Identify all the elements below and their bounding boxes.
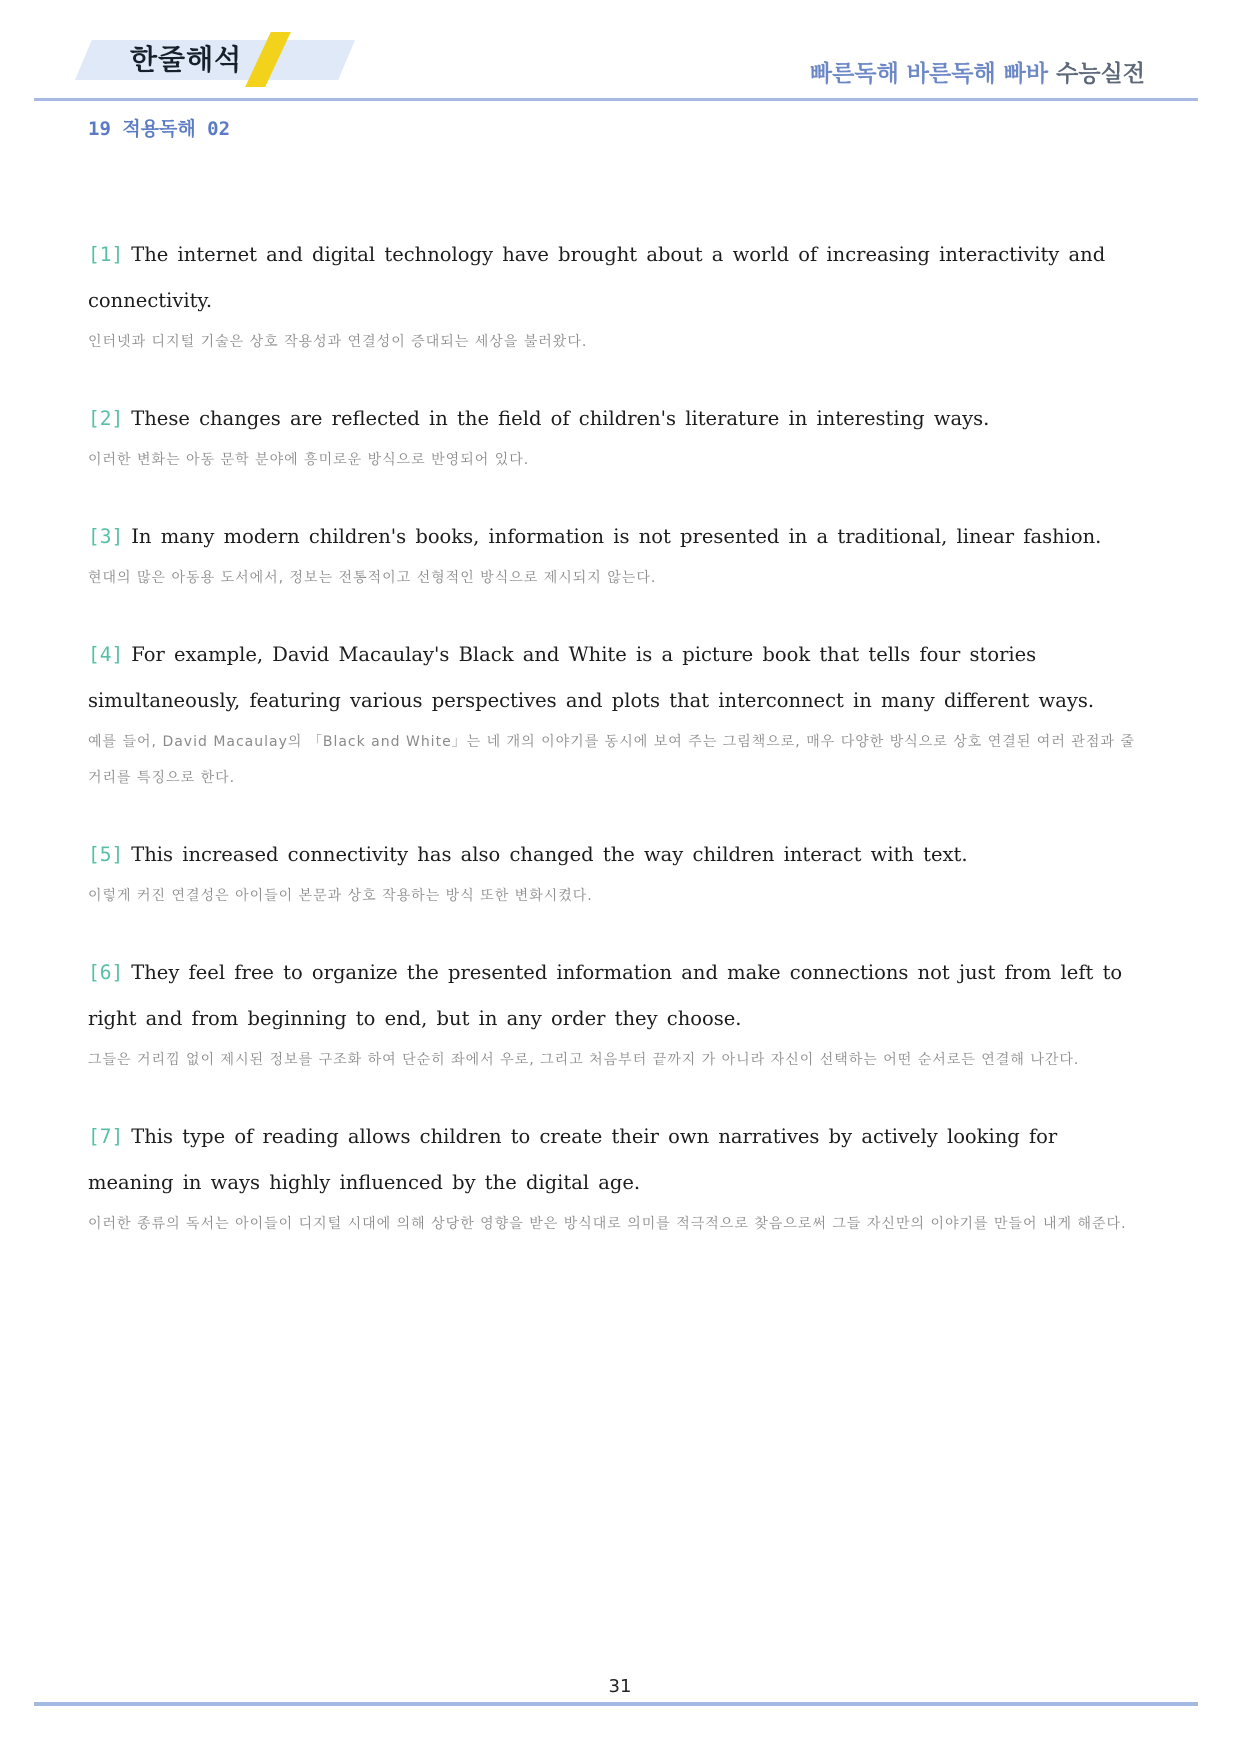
- sentence-item: [88, 1114, 1148, 1242]
- korean-translation: 이렇게 커진 연결성은 아이들이 본문과 상호 작용하는 방식 또한 변화시켰다.: [88, 888, 593, 904]
- page-header: [0, 0, 1240, 110]
- korean-translation: 인터넷과 디지털 기술은 상호 작용성과 연결성이 증대되는 세상을 불러왔다.: [88, 334, 588, 350]
- korean-translation: 예를 들어, David Macaulay의 「Black and White」는 네 개의 이야기를 동시에 보여 주는 그림책으로, 매우 다양한 방식으로 상호 연결된 여러 관점과 줄거리를 특징으로 한다.: [88, 734, 1135, 786]
- english-text: For example, David Macaulay's Black and White is a picture book that tells four stories simultaneously, featuring various perspectives and plots that interconnect in many different ways.: [88, 643, 1095, 712]
- sentence-number: [6]: [88, 961, 124, 984]
- footer-divider: [34, 1702, 1198, 1706]
- page-number: 31: [608, 1676, 632, 1697]
- sentence-number: [3]: [88, 525, 124, 548]
- series-title-main: 빠른독해 바른독해 빠바: [809, 61, 1057, 87]
- english-sentence: [88, 514, 1148, 560]
- sentence-item: [88, 396, 1148, 478]
- sentence-item: [88, 832, 1148, 914]
- english-text: The internet and digital technology have brought about a world of increasing interactivity and connectivity.: [88, 243, 1106, 312]
- sentence-number: [7]: [88, 1125, 124, 1148]
- english-sentence: [88, 632, 1148, 724]
- english-sentence: [88, 832, 1148, 878]
- english-sentence: [88, 232, 1148, 324]
- sentence-number: [5]: [88, 843, 124, 866]
- section-label: 19 적용독해 02: [88, 118, 231, 140]
- series-title: [810, 54, 1145, 94]
- sentence-item: [88, 950, 1148, 1078]
- english-sentence: [88, 1114, 1148, 1206]
- logo-title: 한줄해석: [130, 43, 243, 76]
- sentence-number: [2]: [88, 407, 124, 430]
- korean-translation: 이러한 종류의 독서는 아이들이 디지털 시대에 의해 상당한 영향을 받은 방식대로 의미를 적극적으로 찾음으로써 그들 자신만의 이야기를 만들어 내게 해준다.: [88, 1216, 1127, 1232]
- series-title-sub: 수능실전: [1056, 61, 1145, 87]
- header-divider: [34, 98, 1198, 101]
- sentence-list: [88, 232, 1148, 1242]
- sentence-item: [88, 632, 1148, 796]
- english-text: These changes are reflected in the field of children's literature in interesting ways.: [131, 407, 990, 430]
- korean-translation: 이러한 변화는 아동 문학 분야에 흥미로운 방식으로 반영되어 있다.: [88, 452, 530, 468]
- english-sentence: [88, 396, 1148, 442]
- korean-translation: 현대의 많은 아동용 도서에서, 정보는 전통적이고 선형적인 방식으로 제시되지 않는다.: [88, 570, 657, 586]
- english-text: This increased connectivity has also changed the way children interact with text.: [131, 843, 968, 866]
- korean-translation: 그들은 거리낌 없이 제시된 정보를 구조화 하여 단순히 좌에서 우로, 그리고 처음부터 끝까지 가 아니라 자신이 선택하는 어떤 순서로든 연결해 나간다.: [88, 1052, 1080, 1068]
- english-text: In many modern children's books, information is not presented in a traditional, linear fashion.: [131, 525, 1102, 548]
- sentence-item: [88, 232, 1148, 360]
- sentence-item: [88, 514, 1148, 596]
- sentence-number: [4]: [88, 643, 124, 666]
- english-text: They feel free to organize the presented information and make connections not just from left to right and from beginning to end, but in any order they choose.: [88, 961, 1123, 1030]
- english-text: This type of reading allows children to create their own narratives by actively looking for meaning in ways highly influenced by the digital age.: [88, 1125, 1058, 1194]
- english-sentence: [88, 950, 1148, 1042]
- sentence-number: [1]: [88, 243, 124, 266]
